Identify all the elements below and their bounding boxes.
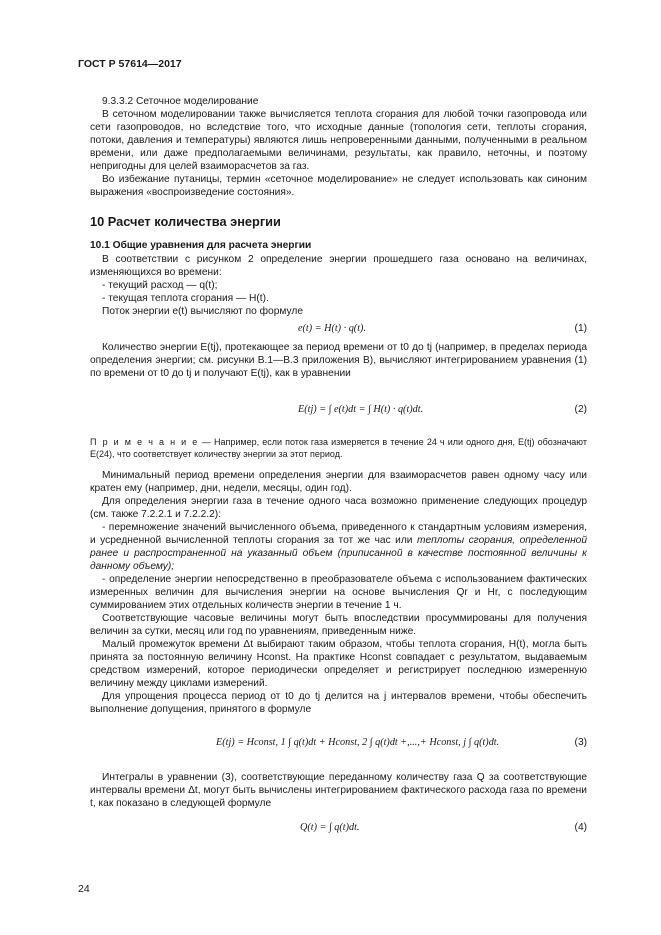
paragraph: Во избежание путаницы, термин «сеточное моделирование» не следует использовать как синоним выражения «воспроизведение состояния». [90,174,587,198]
paragraph-block [90,771,587,810]
equation-1: e(t) = H(t) · q(t). [298,323,366,334]
list-item: - текущая теплота сгорания — H(t). [102,293,269,304]
paragraph-italic: теплоты сгорания, определенной ранее и распространенной на указанный объем (приписанной в качестве постоянной величины к данному объему); [90,535,588,572]
page-number: 24 [78,883,90,895]
paragraph: Соответствующие часовые величины могут быть впоследствии просуммированы для получения величин за сутки, месяц или год по уравнениям, приведенным ниже. [90,613,587,637]
equation-number: (1) [574,323,587,334]
note-label: П р и м е ч а н и е [90,437,199,447]
paragraph: Интегралы в уравнении (3), соответствующие переданному количеству газа Q за соответствующие интервалы времени Δt, могут быть вычислены интегрированием фактического расхода газа по времени t, как показано в следующей формуле [90,772,587,809]
section-title: 10 Расчет количества энергии [90,214,281,229]
section-933 [90,95,587,199]
subsection-title: 9.3.3.2 Сеточное моделирование [102,96,259,107]
paragraph: В сеточном моделировании также вычисляется теплота сгорания для любой точки газопровода или сети газопроводов, но вследствие того, что исходные данные (топология сети, теплоты сгорания, потоки, давления и температуры) являются лишь непроверенными данными, полученными в реальном времени, или даже предполагаемыми величинами, результаты, как правило, неточны, и поэтому непригодны для целей взаиморасчетов за газ. [90,109,587,172]
paragraph: В соответствии с рисунком 2 определение энергии прошедшего газа основано на величинах, изменяющихся во времени: [90,254,587,278]
paragraph-block [90,341,587,380]
equation-number: (2) [574,404,587,415]
paragraph: - определение энергии непосредственно в преобразователе объема с использованием фактических измеренных величин для вычисления энергии на основе вычисления Qr и Hr, с последующим суммированием этих отдельных количеств энергии в течение 1 ч. [90,574,587,611]
standard-header: ГОСТ Р 57614—2017 [78,58,182,70]
paragraph-text: - перемножение значений вычисленного объема, приведенного к стандартным условиям измерения, и усредненной вычисленной теплоты сгорания за тот же час или [90,522,587,546]
equation-2: E(tj) = ∫ e(t)dt = ∫ H(t) · q(t)dt. [298,404,424,415]
paragraph: Для упрощения процесса период от t0 до tj делится на j интервалов времени, чтобы обеспечить выполнение допущения, принятого в формуле [90,691,587,715]
section-10-intro [90,253,587,318]
equation-number: (3) [574,737,587,748]
paragraph: Минимальный период времени определения энергии для взаиморасчетов равен одному часу или кратен ему (например, дни, недели, месяцы, один год). [90,470,587,494]
equation-3: E(tj) = Hconst, 1 ∫ q(t)dt + Hconst, 2 ∫ q(t)dt +,...,+ Hconst, j ∫ q(t)dt. [216,737,500,748]
equation-4: Q(t) = ∫ q(t)dt. [300,822,360,833]
paragraph: Малый промежуток времени Δt выбирают таким образом, чтобы теплота сгорания, H(t), могла быть принята за постоянную величину Hconst. На практике Hconst совпадает с результатом, выдаваемым средством измерений, которое периодически определяет и регистрирует последнюю измеренную величину между циклами измерений. [90,639,587,689]
equation-number: (4) [574,822,587,833]
paragraph-block [90,469,587,716]
paragraph: Количество энергии E(tj), протекающее за период времени от t0 до tj (например, в пределах периода определения энергии; см. рисунки В.1—В.3 приложения В), вычисляют интегрированием уравнения (1) по времени от t0 до tj и получают E(tj), как в уравнении [90,342,587,379]
paragraph: Поток энергии e(t) вычисляют по формуле [102,306,303,317]
paragraph [90,521,587,573]
subsection-title: 10.1 Общие уравнения для расчета энергии [90,240,312,251]
note-text: — Например, если поток газа измеряется в течение 24 ч или одного дня, E(tj) обозначают E(24), что соответствует количеству энергии за этот период. [90,437,587,459]
paragraph: Для определения энергии газа в течение одного часа возможно применение следующих процедур (см. также 7.2.2.1 и 7.2.2.2): [90,496,587,520]
list-item: - текущий расход — q(t); [102,280,218,291]
note [90,437,587,460]
